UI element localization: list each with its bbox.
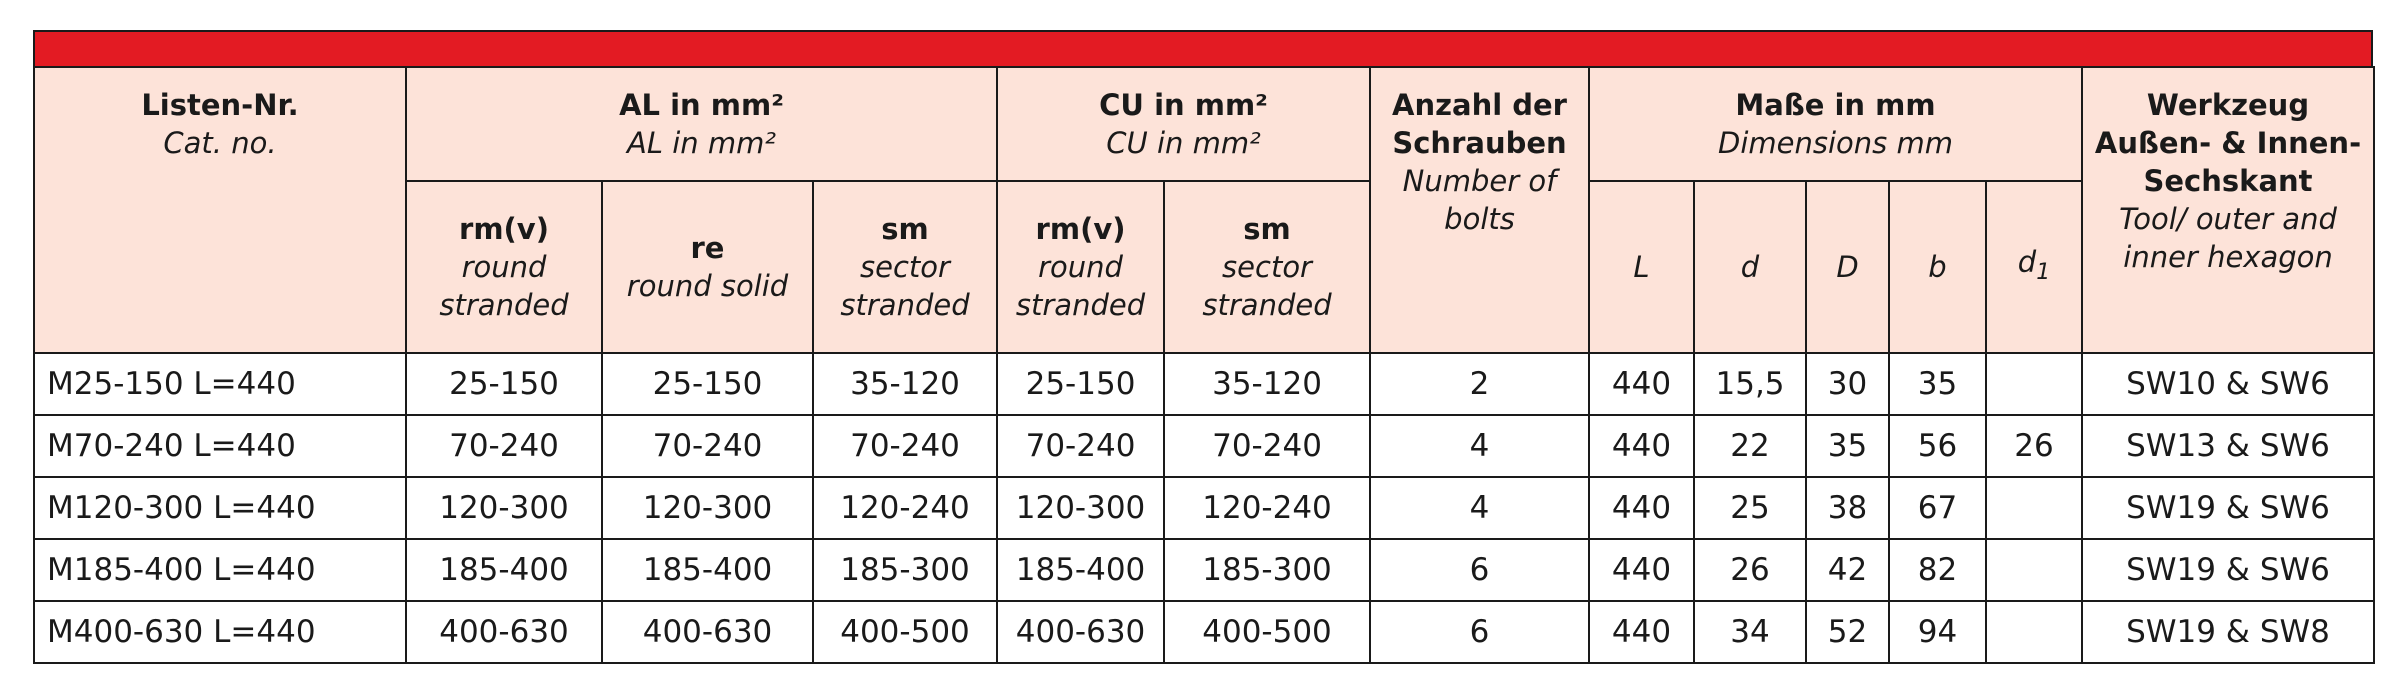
header-cu-rmv: rm(v) round stranded — [997, 181, 1164, 353]
cell-al-sm: 185-300 — [813, 539, 997, 601]
cell-al-sm: 120-240 — [813, 477, 997, 539]
cell-al-rmv: 400-630 — [406, 601, 602, 663]
header-dim-L: L — [1589, 181, 1694, 353]
header-dim-D: D — [1806, 181, 1889, 353]
cell-dim-d1: 26 — [1986, 415, 2082, 477]
header-dims: Maße in mm Dimensions mm — [1589, 67, 2082, 181]
cell-dim-L: 440 — [1589, 477, 1694, 539]
cell-tool: SW19 & SW6 — [2082, 539, 2374, 601]
cell-cu-sm: 185-300 — [1164, 539, 1370, 601]
cell-catno: M25-150 L=440 — [34, 353, 406, 415]
cell-dim-L: 440 — [1589, 353, 1694, 415]
table-row — [34, 477, 2374, 539]
cell-dim-L: 440 — [1589, 601, 1694, 663]
cell-cu-rmv: 120-300 — [997, 477, 1164, 539]
cell-al-re: 400-630 — [602, 601, 813, 663]
cell-dim-d: 26 — [1694, 539, 1806, 601]
table-row — [34, 415, 2374, 477]
cell-dim-d: 25 — [1694, 477, 1806, 539]
header-cu-sm: sm sector stranded — [1164, 181, 1370, 353]
cell-catno: M400-630 L=440 — [34, 601, 406, 663]
cell-cu-rmv: 70-240 — [997, 415, 1164, 477]
header-tool: Werkzeug Außen- & Innen-Sechskant Tool/ outer and inner hexagon — [2082, 67, 2374, 353]
cell-dim-D: 52 — [1806, 601, 1889, 663]
cell-dim-b: 56 — [1889, 415, 1986, 477]
cell-dim-b: 82 — [1889, 539, 1986, 601]
header-row-1 — [34, 67, 2374, 181]
header-bolts: Anzahl der Schrauben Number of bolts — [1370, 67, 1589, 353]
cell-dim-D: 38 — [1806, 477, 1889, 539]
cell-dim-d1 — [1986, 539, 2082, 601]
table-row — [34, 539, 2374, 601]
cell-dim-d: 15,5 — [1694, 353, 1806, 415]
cell-cu-sm: 120-240 — [1164, 477, 1370, 539]
cell-al-sm: 400-500 — [813, 601, 997, 663]
cell-al-re: 25-150 — [602, 353, 813, 415]
header-dim-b: b — [1889, 181, 1986, 353]
cell-bolts: 4 — [1370, 415, 1589, 477]
cell-cu-rmv: 400-630 — [997, 601, 1164, 663]
cell-dim-d: 22 — [1694, 415, 1806, 477]
cell-cu-sm: 70-240 — [1164, 415, 1370, 477]
cell-tool: SW10 & SW6 — [2082, 353, 2374, 415]
header-catno: Listen-Nr. Cat. no. — [34, 67, 406, 353]
cell-dim-D: 35 — [1806, 415, 1889, 477]
table-row — [34, 601, 2374, 663]
cell-al-sm: 70-240 — [813, 415, 997, 477]
product-table — [33, 66, 2375, 664]
cell-dim-d1 — [1986, 477, 2082, 539]
cell-dim-d1 — [1986, 601, 2082, 663]
cell-cu-sm: 400-500 — [1164, 601, 1370, 663]
cell-bolts: 2 — [1370, 353, 1589, 415]
cell-al-re: 120-300 — [602, 477, 813, 539]
cell-dim-d1 — [1986, 353, 2082, 415]
header-dim-d: d — [1694, 181, 1806, 353]
cell-catno: M120-300 L=440 — [34, 477, 406, 539]
table-top-bar — [33, 30, 2373, 66]
header-al-rmv: rm(v) round stranded — [406, 181, 602, 353]
cell-dim-b: 94 — [1889, 601, 1986, 663]
cell-al-re: 185-400 — [602, 539, 813, 601]
cell-al-rmv: 185-400 — [406, 539, 602, 601]
cell-dim-b: 35 — [1889, 353, 1986, 415]
cell-dim-D: 30 — [1806, 353, 1889, 415]
cell-al-rmv: 70-240 — [406, 415, 602, 477]
cell-cu-rmv: 25-150 — [997, 353, 1164, 415]
cell-catno: M70-240 L=440 — [34, 415, 406, 477]
cell-dim-L: 440 — [1589, 539, 1694, 601]
cell-tool: SW13 & SW6 — [2082, 415, 2374, 477]
header-al-re: re round solid — [602, 181, 813, 353]
cell-al-sm: 35-120 — [813, 353, 997, 415]
cell-tool: SW19 & SW6 — [2082, 477, 2374, 539]
product-table-container — [33, 30, 2373, 664]
table-row — [34, 353, 2374, 415]
cell-bolts: 6 — [1370, 539, 1589, 601]
header-cu: CU in mm² CU in mm² — [997, 67, 1370, 181]
cell-cu-sm: 35-120 — [1164, 353, 1370, 415]
cell-cu-rmv: 185-400 — [997, 539, 1164, 601]
header-dim-d1: $d_1$ — [1986, 181, 2082, 353]
cell-catno: M185-400 L=440 — [34, 539, 406, 601]
cell-dim-D: 42 — [1806, 539, 1889, 601]
header-al: AL in mm² AL in mm² — [406, 67, 997, 181]
table-body — [34, 353, 2374, 663]
cell-dim-b: 67 — [1889, 477, 1986, 539]
header-al-sm: sm sector stranded — [813, 181, 997, 353]
cell-bolts: 6 — [1370, 601, 1589, 663]
cell-tool: SW19 & SW8 — [2082, 601, 2374, 663]
cell-bolts: 4 — [1370, 477, 1589, 539]
cell-al-rmv: 120-300 — [406, 477, 602, 539]
cell-al-re: 70-240 — [602, 415, 813, 477]
cell-dim-d: 34 — [1694, 601, 1806, 663]
cell-al-rmv: 25-150 — [406, 353, 602, 415]
cell-dim-L: 440 — [1589, 415, 1694, 477]
